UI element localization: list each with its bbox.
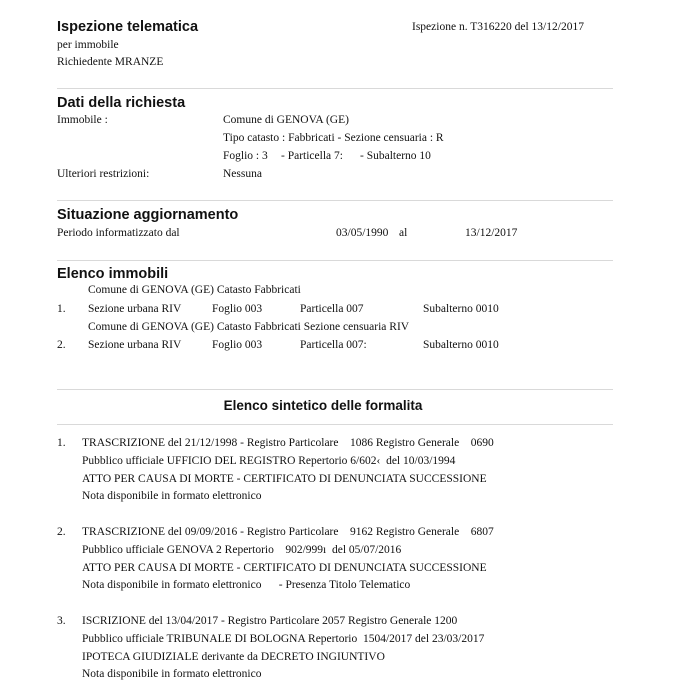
restrictions-label: Ulteriori restrizioni:	[57, 168, 150, 180]
immobile-subalterno: - Subalterno 10	[360, 150, 431, 162]
property-subalterno: Subalterno 0010	[423, 339, 499, 351]
section-title-request: Dati della richiesta	[57, 95, 186, 111]
formality-number: 1.	[57, 437, 66, 449]
immobile-label: Immobile :	[57, 114, 108, 126]
formality-note: Nota disponibile in formato elettronico	[82, 490, 262, 502]
property-subalterno: Subalterno 0010	[423, 303, 499, 315]
inspection-reference: Ispezione n. T316220 del 13/12/2017	[412, 21, 584, 33]
divider	[57, 200, 613, 201]
divider	[57, 88, 613, 89]
formality-official: Pubblico ufficiale TRIBUNALE DI BOLOGNA Repertorio 1504/2017 del 23/03/2017	[82, 633, 485, 645]
property-particella: Particella 007	[300, 303, 364, 315]
formality-act: ATTO PER CAUSA DI MORTE - CERTIFICATO DI DENUNCIATA SUCCESSIONE	[82, 473, 487, 485]
formality-number: 3.	[57, 615, 66, 627]
restrictions-value: Nessuna	[223, 168, 262, 180]
formality-official: Pubblico ufficiale UFFICIO DEL REGISTRO Repertorio 6/602‹ del 10/03/1994	[82, 455, 456, 467]
property-header: Comune di GENOVA (GE) Catasto Fabbricati	[88, 284, 301, 296]
divider	[57, 389, 613, 390]
property-foglio: Foglio 003	[212, 303, 263, 315]
property-sezione: Sezione urbana RIV	[88, 339, 182, 351]
divider	[57, 260, 613, 261]
property-particella: Particella 007:	[300, 339, 367, 351]
period-from: 03/05/1990	[336, 227, 389, 239]
formality-act: IPOTECA GIUDIZIALE derivante da DECRETO INGIUNTIVO	[82, 651, 385, 663]
section-title-update: Situazione aggiornamento	[57, 207, 239, 223]
immobile-comune: Comune di GENOVA (GE)	[223, 114, 349, 126]
document-subtitle: per immobile	[57, 39, 119, 51]
immobile-catasto: Tipo catasto : Fabbricati - Sezione censuaria : R	[223, 132, 444, 144]
formality-number: 2.	[57, 526, 66, 538]
period-al: al	[399, 227, 408, 239]
formality-act: ATTO PER CAUSA DI MORTE - CERTIFICATO DI DENUNCIATA SUCCESSIONE	[82, 562, 487, 574]
formality-note: Nota disponibile in formato elettronico - Presenza Titolo Telematico	[82, 579, 411, 591]
immobile-particella: - Particella 7:	[281, 150, 343, 162]
section-title-properties: Elenco immobili	[57, 266, 169, 282]
property-header: Comune di GENOVA (GE) Catasto Fabbricati Sezione censuaria RIV	[88, 321, 410, 333]
property-number: 1.	[57, 303, 66, 315]
property-foglio: Foglio 003	[212, 339, 263, 351]
divider	[57, 424, 613, 425]
requester: Richiedente MRANZE	[57, 56, 164, 68]
period-to: 13/12/2017	[465, 227, 518, 239]
property-number: 2.	[57, 339, 66, 351]
formality-registration: ISCRIZIONE del 13/04/2017 - Registro Particolare 2057 Registro Generale 1200	[82, 615, 458, 627]
document-title: Ispezione telematica	[57, 19, 199, 35]
section-title-formalities: Elenco sintetico delle formalita	[223, 398, 423, 413]
formality-registration: TRASCRIZIONE del 09/09/2016 - Registro Particolare 9162 Registro Generale 6807	[82, 526, 494, 538]
formality-note: Nota disponibile in formato elettronico	[82, 668, 262, 680]
formality-official: Pubblico ufficiale GENOVA 2 Repertorio 902/999ı del 05/07/2016	[82, 544, 402, 556]
immobile-foglio: Foglio : 3	[223, 150, 268, 162]
property-sezione: Sezione urbana RIV	[88, 303, 182, 315]
formality-registration: TRASCRIZIONE del 21/12/1998 - Registro Particolare 1086 Registro Generale 0690	[82, 437, 494, 449]
period-label: Periodo informatizzato dal	[57, 227, 180, 239]
